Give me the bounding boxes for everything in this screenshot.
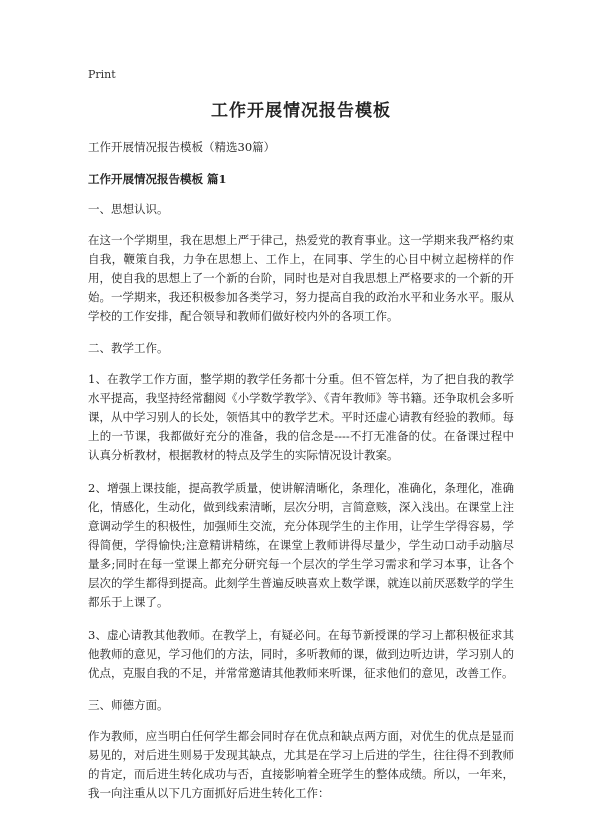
paragraph-teaching-3: 3、虚心请教其他教师。在教学上，有疑必问。在每节新授课的学习上都积极征求其他教师的意见，学习他们的方法，同时，多听教师的课，做到边听边讲，学习别人的优点，克服自我的不足，并常常邀请其他教师来听课，征求他们的意见，改善工作。 <box>88 628 514 680</box>
document-subtitle: 工作开展情况报告模板（精选30篇） <box>88 140 276 154</box>
section-heading: 工作开展情况报告模板 篇1 <box>88 172 227 186</box>
document-title: 工作开展情况报告模板 <box>211 101 391 121</box>
paragraph-thought: 在这一个学期里，我在思想上严于律己，热爱党的教育事业。这一学期来我严格约束自我，鞭策自我，力争在思想上、工作上，在同事、学生的心目中树立起榜样的作用，使自我的思想上了一个新的台阶，同时也是对自我思想上严格要求的一个新的开始。一学期来，我还积极参加各类学习，努力提高自我的政治水平和业务水平。服从学校的工作安排，配合领导和教师们做好校内外的各项工作。 <box>88 233 514 323</box>
paragraph-ethics: 作为教师，应当明白任何学生都会同时存在优点和缺点两方面，对优生的优点是显而易见的，对后进生则易于发现其缺点，尤其是在学习上后进的学生，往往得不到教师的肯定，而后进生转化成功与否，直接影响着全班学生的整体成绩。所以，一年来，我一向注重从以下几方面抓好后进生转化工作： <box>88 729 514 800</box>
heading-teaching: 二、教学工作。 <box>88 341 169 355</box>
paragraph-teaching-2: 2、增强上课技能，提高教学质量，使讲解清晰化，条理化，准确化，条理化，准确化，情感化，生动化，做到线索清晰，层次分明，言简意赅，深入浅出。在课堂上注意调动学生的积极性，加强师生交流，充分体现学生的主作用，让学生学得容易，学得简便，学得愉快;注意精讲精练，在课堂上教师讲得尽量少，学生动口动手动脑尽量多;同时在每一堂课上都充分研究每一个层次的学生学习需求和学习本事，让各个层次的学生都得到提高。此刻学生普遍反映喜欢上数学课，就连以前厌恶数学的学生都乐于上课了。 <box>88 481 514 609</box>
document-page <box>88 68 514 817</box>
heading-thought: 一、思想认识。 <box>88 202 169 216</box>
print-label: Print <box>88 68 116 81</box>
paragraph-teaching-1: 1、在教学工作方面，整学期的教学任务都十分重。但不管怎样，为了把自我的教学水平提高，我坚持经常翻阅《小学数学教学》、《青年教师》等书籍。还争取机会多听课，从中学习别人的长处，领悟其中的教学艺术。平时还虚心请教有经验的教师。每上的一节课，我都做好充分的准备，我的信念是----不打无准备的仗。在备课过程中认真分析教材，根据教材的特点及学生的实际情况设计教案。 <box>88 372 514 462</box>
heading-ethics: 三、师德方面。 <box>88 698 169 712</box>
